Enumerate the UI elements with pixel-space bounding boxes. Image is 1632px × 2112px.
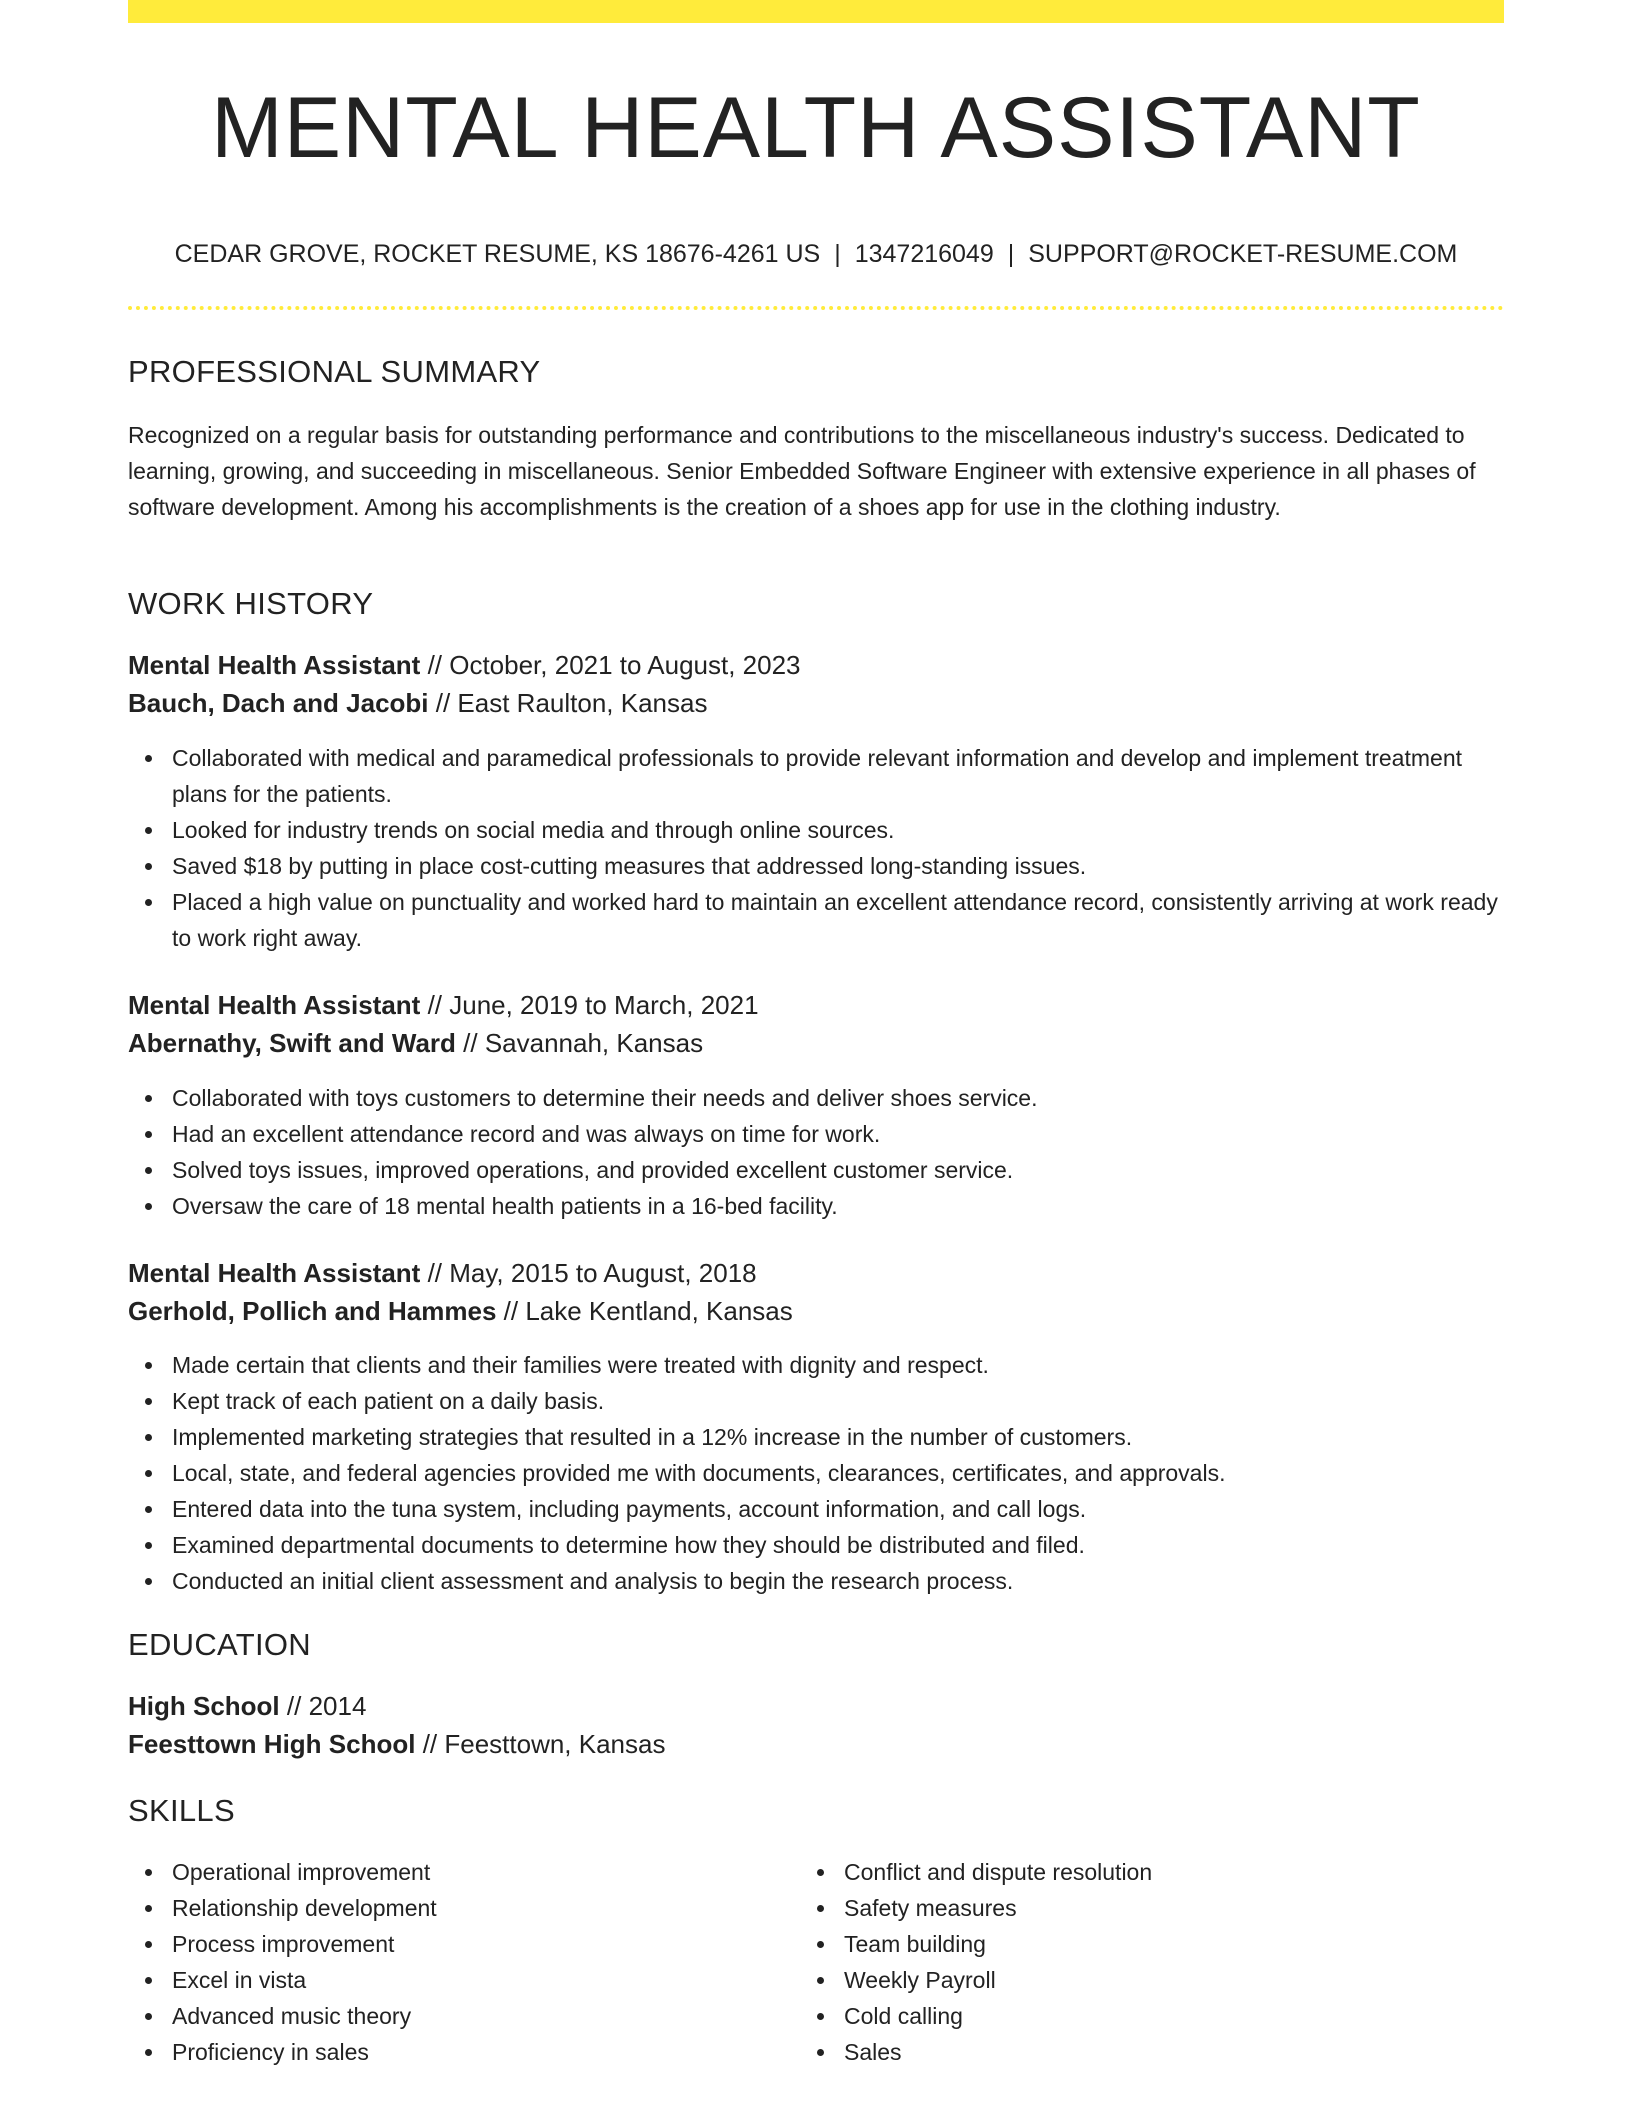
job-company: Abernathy, Swift and Ward bbox=[128, 1028, 456, 1058]
list-item: Looked for industry trends on social media and through online sources. bbox=[172, 812, 1504, 848]
skill-item: Safety measures bbox=[844, 1890, 1504, 1926]
list-item: Oversaw the care of 18 mental health patients in a 16-bed facility. bbox=[172, 1188, 1504, 1224]
skill-item: Proficiency in sales bbox=[172, 2034, 792, 2070]
list-item: Collaborated with medical and paramedical professionals to provide relevant information and develop and implement treatment plans for the patients. bbox=[172, 740, 1504, 812]
skill-item: Weekly Payroll bbox=[844, 1962, 1504, 1998]
skills-list-right bbox=[800, 1854, 1504, 2070]
skill-item: Excel in vista bbox=[172, 1962, 792, 1998]
education-school: Feesttown High School bbox=[128, 1729, 416, 1759]
list-item: Local, state, and federal agencies provided me with documents, clearances, certificates, and approvals. bbox=[172, 1455, 1504, 1491]
education-heading: EDUCATION bbox=[128, 1627, 311, 1662]
skills-list-left bbox=[128, 1854, 792, 2070]
skill-item: Conflict and dispute resolution bbox=[844, 1854, 1504, 1890]
skill-item: Relationship development bbox=[172, 1890, 792, 1926]
contact-email: SUPPORT@ROCKET-RESUME.COM bbox=[1028, 240, 1458, 268]
skill-item: Sales bbox=[844, 2034, 1504, 2070]
job-title-line bbox=[128, 987, 759, 1023]
list-item: Collaborated with toys customers to determine their needs and deliver shoes service. bbox=[172, 1080, 1504, 1116]
job-title: Mental Health Assistant bbox=[128, 1258, 421, 1288]
job-location: // Lake Kentland, Kansas bbox=[503, 1296, 793, 1326]
contact-address: CEDAR GROVE, ROCKET RESUME, KS 18676-4261 US bbox=[174, 240, 821, 268]
accent-top-bar bbox=[128, 0, 1504, 23]
job-dates: // October, 2021 to August, 2023 bbox=[427, 650, 801, 680]
job-company: Gerhold, Pollich and Hammes bbox=[128, 1296, 497, 1326]
job-location: // Savannah, Kansas bbox=[463, 1028, 704, 1058]
job-company-line bbox=[128, 1025, 703, 1061]
work-history-heading: WORK HISTORY bbox=[128, 586, 374, 621]
contact-phone: 1347216049 bbox=[854, 240, 994, 268]
job-title-line bbox=[128, 1255, 757, 1291]
education-degree-line bbox=[128, 1688, 366, 1724]
list-item: Conducted an initial client assessment and analysis to begin the research process. bbox=[172, 1563, 1504, 1599]
list-item: Saved $18 by putting in place cost-cutting measures that addressed long-standing issues. bbox=[172, 848, 1504, 884]
skill-item: Operational improvement bbox=[172, 1854, 792, 1890]
skill-item: Process improvement bbox=[172, 1926, 792, 1962]
job-bullets bbox=[128, 1347, 1504, 1599]
contact-separator: | bbox=[1007, 240, 1015, 268]
job-company: Bauch, Dach and Jacobi bbox=[128, 688, 429, 718]
list-item: Implemented marketing strategies that resulted in a 12% increase in the number of customers. bbox=[172, 1419, 1504, 1455]
job-dates: // June, 2019 to March, 2021 bbox=[427, 990, 759, 1020]
contact-separator: | bbox=[834, 240, 841, 268]
education-year: // 2014 bbox=[286, 1691, 367, 1721]
job-location: // East Raulton, Kansas bbox=[435, 688, 708, 718]
list-item: Entered data into the tuna system, including payments, account information, and call logs. bbox=[172, 1491, 1504, 1527]
education-school-line bbox=[128, 1726, 665, 1762]
dotted-divider bbox=[128, 306, 1504, 310]
education-location: // Feesttown, Kansas bbox=[422, 1729, 666, 1759]
list-item: Had an excellent attendance record and was always on time for work. bbox=[172, 1116, 1504, 1152]
skill-item: Advanced music theory bbox=[172, 1998, 792, 2034]
list-item: Kept track of each patient on a daily basis. bbox=[172, 1383, 1504, 1419]
summary-heading: PROFESSIONAL SUMMARY bbox=[128, 354, 541, 389]
skill-item: Cold calling bbox=[844, 1998, 1504, 2034]
job-bullets bbox=[128, 740, 1504, 956]
list-item: Examined departmental documents to determine how they should be distributed and filed. bbox=[172, 1527, 1504, 1563]
contact-line bbox=[128, 238, 1504, 270]
skill-item: Team building bbox=[844, 1926, 1504, 1962]
resume-title: MENTAL HEALTH ASSISTANT bbox=[211, 80, 1421, 176]
job-company-line bbox=[128, 685, 707, 721]
job-title-line bbox=[128, 647, 801, 683]
job-company-line bbox=[128, 1293, 793, 1329]
job-title: Mental Health Assistant bbox=[128, 990, 421, 1020]
list-item: Solved toys issues, improved operations, and provided excellent customer service. bbox=[172, 1152, 1504, 1188]
job-dates: // May, 2015 to August, 2018 bbox=[427, 1258, 757, 1288]
summary-text: Recognized on a regular basis for outstanding performance and contributions to the miscellaneous industry's success. Dedicated to learning, growing, and succeeding in miscellaneous. Senior Embedded Software Engineer with extensive experience in all phases of software development. Among his accomplishments is the creation of a shoes app for use in the clothing industry. bbox=[128, 422, 1476, 520]
skills-heading: SKILLS bbox=[128, 1793, 235, 1828]
job-bullets bbox=[128, 1080, 1504, 1224]
list-item: Placed a high value on punctuality and worked hard to maintain an excellent attendance record, consistently arriving at work ready to work right away. bbox=[172, 884, 1504, 956]
education-degree: High School bbox=[128, 1691, 280, 1721]
list-item: Made certain that clients and their families were treated with dignity and respect. bbox=[172, 1347, 1504, 1383]
job-title: Mental Health Assistant bbox=[128, 650, 421, 680]
